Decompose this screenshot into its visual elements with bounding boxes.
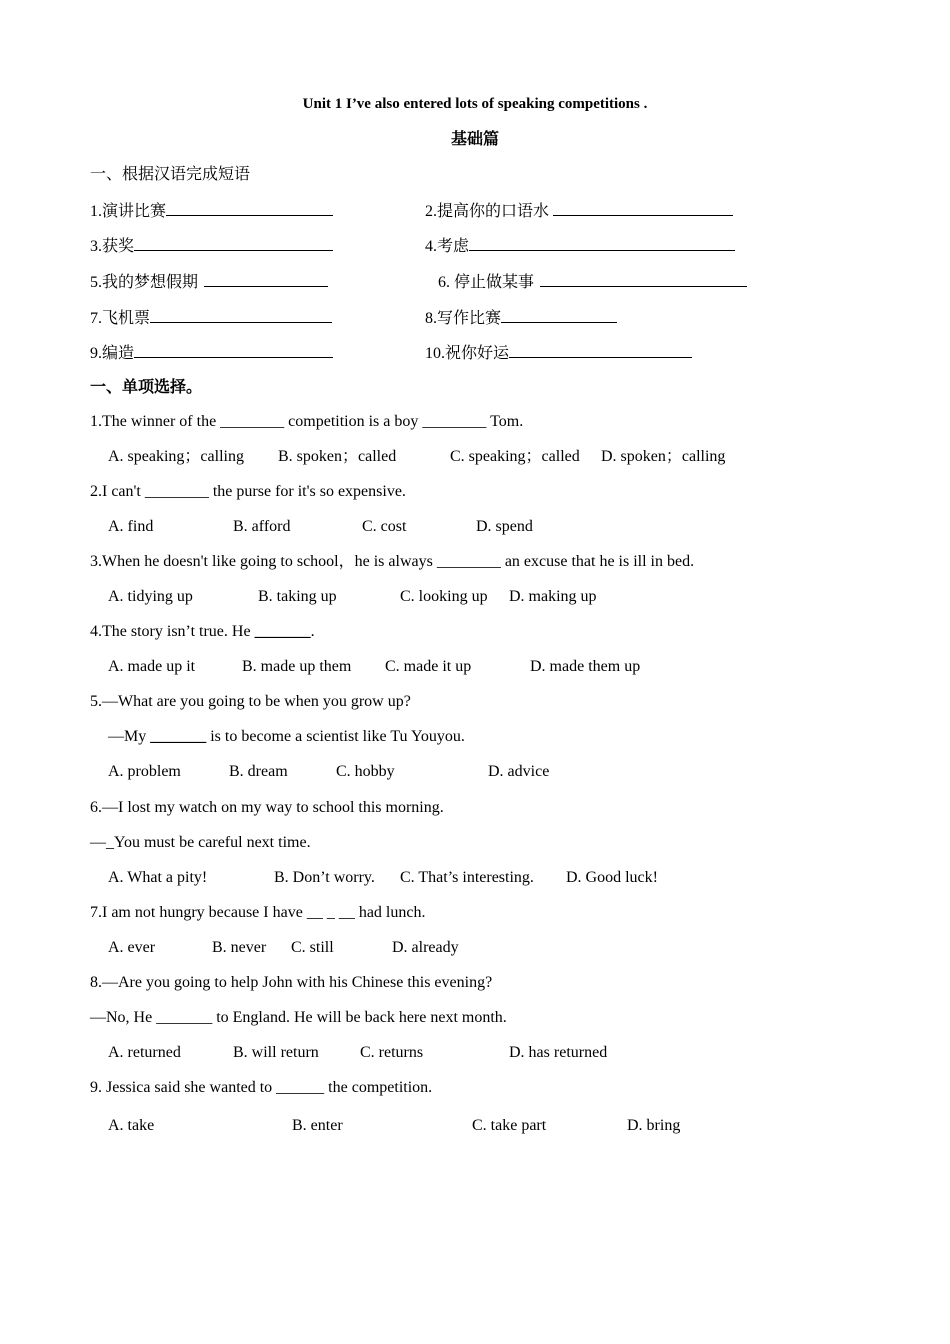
question-stem: 3.When he doesn't like going to school，he is always ________ an excuse that he is ill in bed. [90,553,695,570]
question-stem: 8.—Are you going to help John with his Chinese this evening? [90,974,493,991]
option-b[interactable]: B. spoken；called [278,448,397,465]
question-stem: 9. Jessica said she wanted to ______ the competition. [90,1079,433,1096]
question-stem: 6.—I lost my watch on my way to school this morning. [90,799,444,816]
answer-blank[interactable] [553,200,733,216]
question-stem: 7.I am not hungry because I have __ _ __ had lunch. [90,904,426,921]
question-line: —My _______ is to become a scientist like Tu Youyou. [108,728,465,745]
option-b[interactable]: B. made up them [242,658,352,675]
answer-blank[interactable] [150,307,332,323]
question-stem: 4.The story isn’t true. He _______. [90,623,315,640]
question-stem: 1.The winner of the ________ competition is a boy ________ Tom. [90,413,524,430]
option-c[interactable]: C. returns [360,1044,424,1061]
option-c[interactable]: C. looking up [400,588,488,605]
option-c[interactable]: C. hobby [336,763,395,780]
option-a[interactable]: A. tidying up [108,588,193,605]
phrase-item: 4.考虑 [425,235,735,257]
option-a[interactable]: A. take [108,1117,155,1134]
option-c[interactable]: C. made it up [385,658,472,675]
answer-blank[interactable]: _______ [254,623,311,640]
answer-blank[interactable]: _______ [150,728,207,745]
option-b[interactable]: B. taking up [258,588,337,605]
option-b[interactable]: B. Don’t worry. [274,869,375,886]
option-c[interactable]: C. speaking；called [450,448,580,465]
question-line: —No, He _______ to England. He will be back here next month. [90,1009,507,1026]
answer-blank[interactable] [134,235,333,251]
answer-blank[interactable] [166,200,333,216]
option-c[interactable]: C. take part [472,1117,547,1134]
option-d[interactable]: D. making up [509,588,597,605]
answer-blank[interactable] [509,342,692,358]
document-subtitle: 基础篇 [450,129,499,148]
question-stem: 5.—What are you going to be when you grow up? [90,693,411,710]
phrase-item: 7.飞机票 [90,307,332,329]
phrase-item: 10.祝你好运 [425,342,692,364]
option-d[interactable]: D. already [392,939,459,956]
option-b[interactable]: B. enter [292,1117,343,1134]
option-d[interactable]: D. bring [627,1117,681,1134]
phrase-item: 2.提高你的口语水 [425,200,733,222]
option-a[interactable]: A. What a pity! [108,869,208,886]
phrase-item: 6. 停止做某事 [438,271,747,293]
option-d[interactable]: D. advice [488,763,550,780]
option-d[interactable]: D. made them up [530,658,641,675]
option-c[interactable]: C. That’s interesting. [400,869,534,886]
phrase-item: 3.获奖 [90,235,333,257]
question-stem: 2.I can't ________ the purse for it's so expensive. [90,483,406,500]
phrase-item: 8.写作比赛 [425,307,617,329]
option-a[interactable]: A. speaking；calling [108,448,244,465]
answer-blank[interactable] [501,307,617,323]
phrase-item: 1.演讲比赛 [90,200,333,222]
option-b[interactable]: B. afford [233,518,291,535]
answer-blank[interactable] [469,235,735,251]
phrase-item: 5.我的梦想假期 [90,271,328,293]
option-d[interactable]: D. spend [476,518,533,535]
section-heading-choice: 一、单项选择。 [90,377,203,396]
answer-blank[interactable] [204,271,328,287]
option-a[interactable]: A. returned [108,1044,181,1061]
option-b[interactable]: B. never [212,939,267,956]
question-line: —_You must be careful next time. [90,834,311,851]
option-c[interactable]: C. cost [362,518,407,535]
answer-blank[interactable] [134,342,333,358]
option-a[interactable]: A. problem [108,763,181,780]
phrase-item: 9.编造 [90,342,333,364]
option-d[interactable]: D. has returned [509,1044,608,1061]
answer-blank[interactable] [540,271,747,287]
option-d[interactable]: D. Good luck! [566,869,658,886]
option-c[interactable]: C. still [291,939,334,956]
document-title: Unit 1 I’ve also entered lots of speaking competitions . [302,96,648,112]
option-a[interactable]: A. ever [108,939,156,956]
section-heading-phrases: 一、根据汉语完成短语 [90,164,251,183]
option-a[interactable]: A. find [108,518,154,535]
option-b[interactable]: B. will return [233,1044,319,1061]
option-b[interactable]: B. dream [229,763,288,780]
option-a[interactable]: A. made up it [108,658,196,675]
option-d[interactable]: D. spoken；calling [601,448,726,465]
